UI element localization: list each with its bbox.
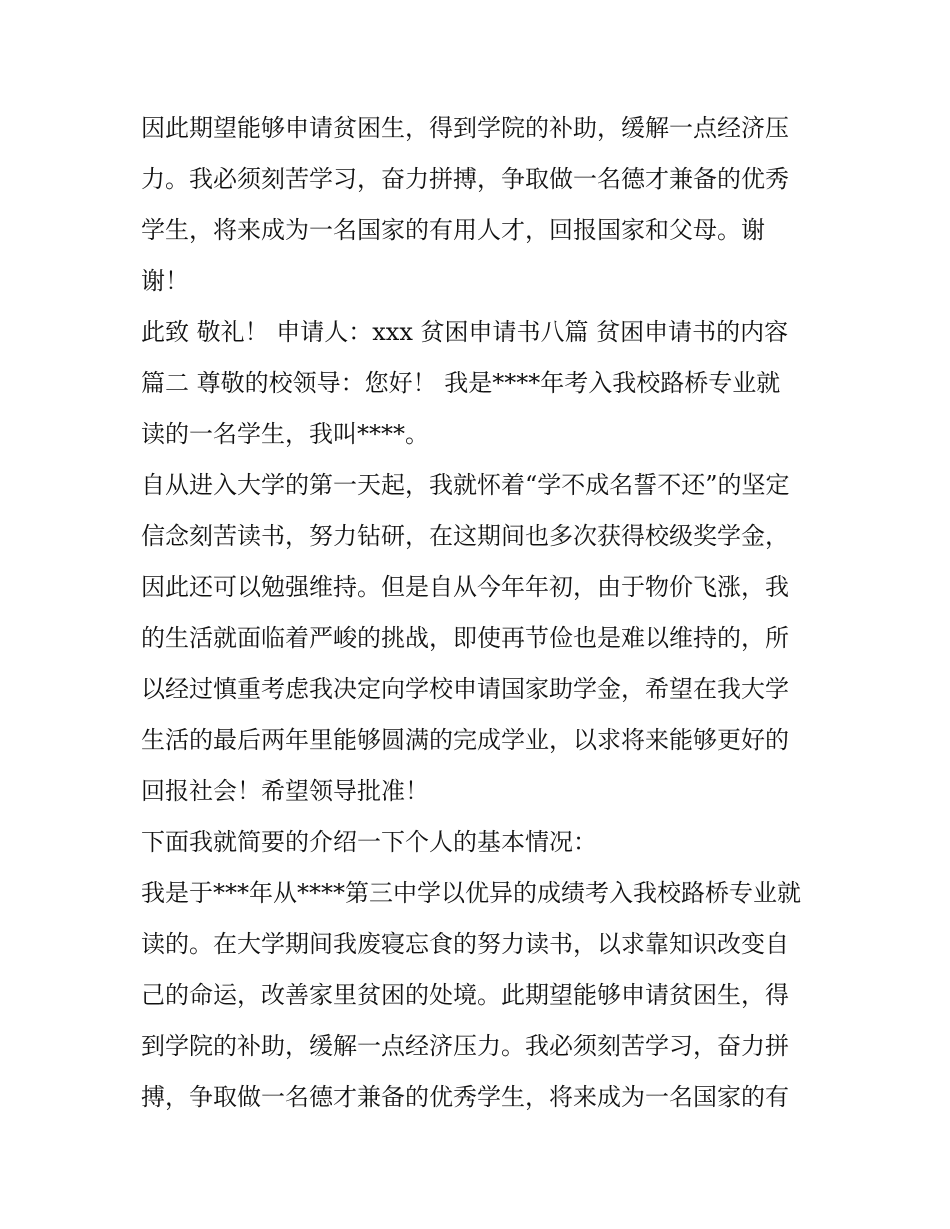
- text-line: 因此还可以勉强维持。但是自从今年年初，由于物价飞涨，我: [141, 573, 789, 601]
- text-line: 搏，争取做一名德才兼备的优秀学生，将来成为一名国家的有: [141, 1083, 789, 1111]
- text-line: 下面我就简要的介绍一下个人的基本情况：: [141, 828, 597, 856]
- text-line: 谢！: [141, 267, 189, 295]
- text-line: 信念刻苦读书，努力钻研，在这期间也多次获得校级奖学金，: [141, 522, 789, 550]
- text-line: 生活的最后两年里能够圆满的完成学业，以求将来能够更好的: [141, 726, 789, 754]
- text-line: 力。我必须刻苦学习，奋力拼搏，争取做一名德才兼备的优秀: [141, 165, 789, 193]
- text-line: 读的。在大学期间我废寝忘食的努力读书，以求靠知识改变自: [141, 930, 789, 958]
- text-line: 学生，将来成为一名国家的有用人才，回报国家和父母。谢: [141, 216, 765, 244]
- text-line: 的生活就面临着严峻的挑战，即使再节俭也是难以维持的，所: [141, 624, 789, 652]
- text-line: 以经过慎重考虑我决定向学校申请国家助学金，希望在我大学: [141, 675, 789, 703]
- text-line: 己的命运，改善家里贫困的处境。此期望能够申请贫困生，得: [141, 981, 789, 1009]
- text-line: 因此期望能够申请贫困生，得到学院的补助，缓解一点经济压: [141, 114, 789, 142]
- text-line: 到学院的补助，缓解一点经济压力。我必须刻苦学习，奋力拼: [141, 1032, 789, 1060]
- text-line: 我是于***年从****第三中学以优异的成绩考入我校路桥专业就: [141, 879, 801, 907]
- text-line: 读的一名学生，我叫****。: [141, 420, 429, 448]
- text-line: 此致 敬礼！ 申请人：xxx 贫困申请书八篇 贫困申请书的内容: [141, 318, 789, 346]
- document-body: [141, 103, 821, 1123]
- text-line: 篇二 尊敬的校领导：您好！ 我是****年考入我校路桥专业就: [141, 369, 781, 397]
- text-line: 自从进入大学的第一天起，我就怀着“学不成名誓不还”的坚定: [141, 471, 790, 499]
- text-line: 回报社会！希望领导批准！: [141, 777, 429, 805]
